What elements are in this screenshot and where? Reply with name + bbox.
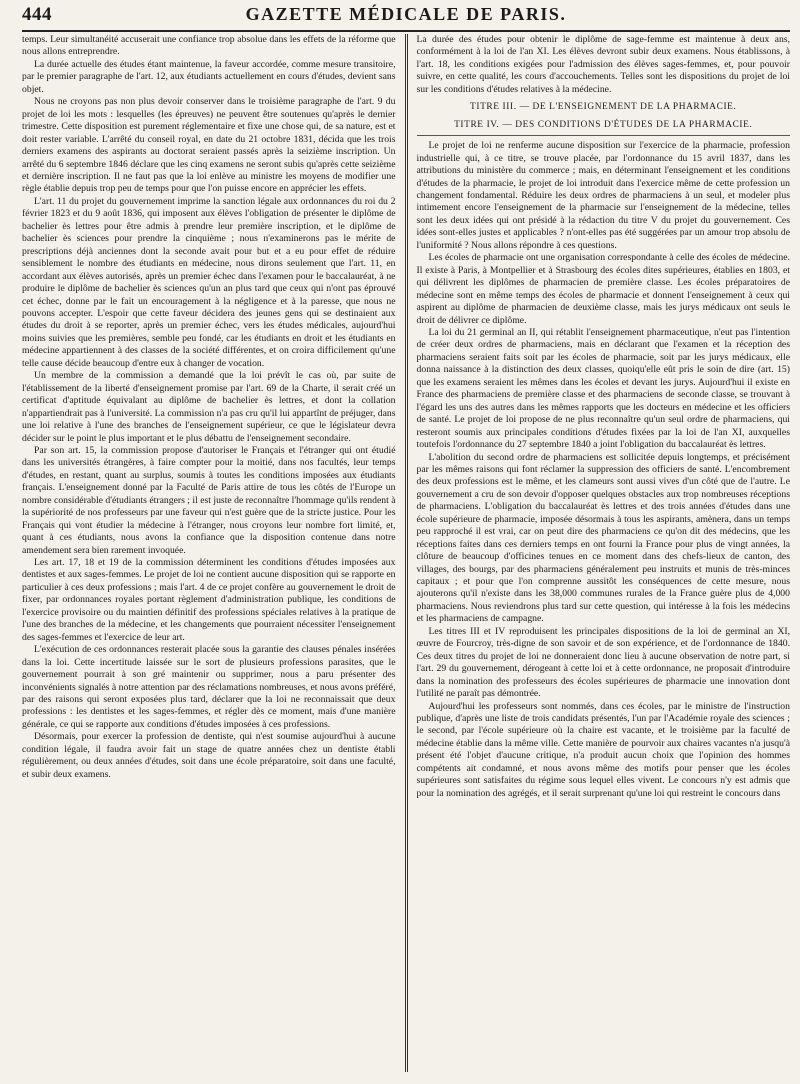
running-title: GAZETTE MÉDICALE DE PARIS.: [245, 4, 567, 24]
paragraph: temps. Leur simultanéité accuserait une confiance trop absolue dans les effets de la réforme que nous allons entreprendre.: [22, 34, 396, 58]
paragraph: Un membre de la commission a demandé que la loi prévît le cas où, par suite de l'établissement de la liberté d'enseignement promise par l'art. 69 de la Charte, il serait créé un certificat d'aptitude équivalant au diplôme de bachelier ès lettres, et dont la collation n'appartiendrait pas à l'université. La commission n'a pas cru qu'il lui appartînt de préjuger, dans une loi relative à l'une des branches de l'enseignement supérieur, ce que le législateur devra décider sur le point le plus important et le plus débattu de l'enseignement secondaire.: [22, 370, 396, 444]
page-header: [22, 4, 790, 32]
section-title-3: TITRE III. — DE L'ENSEIGNEMENT DE LA PHARMACIE.: [470, 102, 737, 113]
page-number: 444: [22, 4, 52, 25]
paragraph: Nous ne croyons pas non plus devoir conserver dans le troisième paragraphe de l'art. 9 du projet de loi les mots : lesquelles (les épreuves) ne peuvent être soutenues qu'après le dernier trimestre. Cette disposition est purement réglementaire et fixe une chose qui, de sa nature, est et doit rester variable. L'arrêté du conseil royal, en date du 21 octobre 1831, décida que les trois derniers examens des aspirants au doctorat seraient passés après la seizième inscription. Un arrêté du 6 septembre 1846 déclare que les cinq examens ne seront subis qu'après cette seizième et dernière inscription. Il ne faut pas que la loi enlève au ministre les moyens de modifier une règle établie depuis trop peu de temps pour que l'on puisse encore en apprécier les effets.: [22, 96, 396, 195]
two-column-body: [22, 34, 790, 1072]
section-title-4: TITRE IV. — DES CONDITIONS D'ÉTUDES DE LA PHARMACIE.: [417, 119, 791, 136]
right-column: [408, 34, 791, 1072]
paragraph: L'exécution de ces ordonnances resterait placée sous la garantie des clauses pénales insérées dans la loi. Cette incertitude laissée sur le sort de plusieurs professions parasites, que le gouvernement pourrait à son gré maintenir ou supprimer, nous a paru présenter des inconvénients signalés à notre attention par des réclamations nombreuses, et nous avons préféré, par des raisons qui seront exposées plus tard, déclarer que la loi ne reconnaissait que deux professions : les dentistes et les sages-femmes, et régler dès ce moment, mais d'une manière générale, ce qui se rapporte aux conditions d'études imposées à ces professions.: [22, 644, 396, 730]
left-column: [22, 34, 405, 1072]
paragraph: La durée des études pour obtenir le diplôme de sage-femme est maintenue à deux ans, conformément à la loi de l'an XI. Les élèves devront subir deux examens. Nous établissons, à l'art. 18, les conditions exigées pour l'admission des élèves sages-femmes, et, pour pouvoir suivre, en cette qualité, les cours d'accouchements. Telles sont les dispositions du projet de loi sur les conditions d'études relatives à la médecine.: [416, 34, 790, 95]
paragraph: L'abolition du second ordre de pharmaciens est sollicitée depuis longtemps, et précisément par les mêmes raisons qui font réclamer la suppression des officiers de santé. L'encombrement des deux professions est le même, et les clameurs sont aussi vives d'un côté que de l'autre. Le gouvernement a cru de son devoir d'opposer quelques obstacles aux trop nombreuses réceptions de pharmaciens. L'obligation du baccalauréat ès lettres et des trois années d'études dans une école supérieure de pharmacie, imposée désormais à tous les aspirants, amènera, dans un temps peu rapproché il est vrai, car on peut dire des pharmaciens ce qu'on dit des médecins, que les réceptions faites dans ces derniers temps en ont fourni la France pour plus de vingt années, la clôture de beaucoup d'officines tenues en ce moment dans des chefs-lieux de canton, des villages, des bourgs, par des pharmaciens généralement peu instruits et munis de très-minces capitaux ; et pour que l'on comprenne aussitôt les conséquences de cette mesure, nous ajouterons qu'il n'existe dans les 38,000 communes rurales de la France guère plus de 4,000 pharmaciens. Nous reviendrons plus tard sur cette question, qui intéresse à la fois les médecins et les pharmaciens de campagne.: [416, 451, 790, 625]
paragraph: Le projet de loi ne renferme aucune disposition sur l'exercice de la pharmacie, profession industrielle qui, à ce titre, se trouve placée, par l'ordonnance du 15 avril 1837, dans les attributions du ministère du commerce ; mais, en déterminant l'enseignement et les conditions d'études de la pharmacie, le projet de loi introduit dans l'exercice même de cette profession un changement fondamental. Réduire les deux ordres de pharmaciens à un seul, et modeler plus intimement encore l'enseignement de la pharmacie sur l'enseignement de la médecine, telles sont les deux idées qui ont présidé à la rédaction du titre V du projet du gouvernement. Ces idées sont-elles justes et applicables ? n'ont-elles pas été suggérées par un amour trop absolu de l'uniformité ? Nous allons répondre à ces questions.: [416, 140, 790, 251]
paragraph: Les art. 17, 18 et 19 de la commission déterminent les conditions d'études imposées aux dentistes et aux sages-femmes. Le projet de loi ne contient aucune disposition qui se rapporte en particulier à ces deux professions ; mais l'art. 4 de ce projet confère au gouvernement le droit de fixer, par ordonnances royales portant règlement d'administration publique, les conditions de l'exercice provisoire ou du maintien définitif des professions spéciales relatives à la pratique de l'une des branches de la médecine, et les changements que pourraient nécessiter l'enseignement des sages-femmes et l'exercice de leur art.: [22, 557, 396, 643]
paragraph: La durée actuelle des études étant maintenue, la faveur accordée, comme mesure transitoire, par le premier paragraphe de l'art. 12, aux étudiants actuellement en cours d'études, devient sans objet.: [22, 58, 396, 95]
paragraph: Par son art. 15, la commission propose d'autoriser le Français et l'étranger qui ont étudié dans les universités étrangères, à faire compter pour la moitié, dans nos facultés, leur temps d'études, en restant, quant au surplus, soumis à toutes les conditions imposées aux étudiants français. L'enseignement donné par la Faculté de Paris attire de tous les côtés de l'Europe un nombre considérable d'étudiants étrangers ; il est juste de reconnaître l'hommage qu'ils rendent à la supériorité de nos professeurs par une faveur qui n'est guère que de la stricte justice. Pour les Français qui vont étudier la médecine à l'étranger, nous croyons leur nombre fort limité, et, quant à ces étudiants, nous avons la confiance que la disposition contenue dans notre amendement sera bien rarement invoquée.: [22, 444, 396, 556]
paragraph: Les titres III et IV reproduisent les principales dispositions de la loi de germinal an XI, œuvre de Fourcroy, très-digne de son savoir et de son expérience, et de l'ordonnance de 1840. Ces deux titres du projet de loi ne donneraient donc lieu à aucune observation de notre part, si l'art. 29 du gouvernement, dérogeant à cette loi et à cette ordonnance, ne proposait d'introduire dans la nomination des professeurs des écoles supérieures de pharmacie une innovation dont l'utilité ne paraît pas démontrée.: [416, 625, 790, 700]
paragraph: Désormais, pour exercer la profession de dentiste, qui n'est soumise aujourd'hui à aucune condition légale, il faudra avoir fait un stage de quatre années chez un dentiste établi régulièrement, ou deux années d'études, soit dans une école préparatoire, soit dans une faculté, et subir deux examens.: [22, 731, 396, 780]
paragraph: Les écoles de pharmacie ont une organisation correspondante à celle des écoles de médecine. Il existe à Paris, à Montpellier et à Strasbourg des écoles dites supérieures, établies en 1803, et qui délivrent les diplômes de pharmacien de première classe. Les écoles préparatoires de médecine sont en même temps des écoles de pharmacie et donnent l'enseignement à ceux qui aspirent au diplôme de pharmacien de deuxième classe, mais les jurys médicaux ont seuls le droit de délivrer ce diplôme.: [416, 252, 790, 326]
paragraph: Aujourd'hui les professeurs sont nommés, dans ces écoles, par le ministre de l'instruction publique, d'après une liste de trois candidats présentés, l'un par l'Académie royale des sciences ; le second, par l'école supérieure où la chaire est vacante, et le troisième par la faculté de médecine établie dans la même ville. Cette manière de pourvoir aux chaires vacantes n'a jusqu'à présent été l'objet d'aucune critique, n'a produit aucun choix que l'opinion des hommes compétents ait condamné, et nous avons même des motifs pour penser que les écoles supérieures sont satisfaites du régime sous lequel elles vivent. Le concours n'y est admis que pour la nomination des agrégés, et il serait surprenant qu'une loi qui restreint le concours dans: [416, 700, 790, 799]
paragraph: L'art. 11 du projet du gouvernement imprime la sanction légale aux ordonnances du roi du 2 février 1823 et du 9 août 1836, qui imposent aux élèves l'obligation de présenter le diplôme de bachelier ès lettres pour être admis à prendre leur première inscription, et le diplôme de bachelier ès sciences pour prendre la cinquième ; nous n'examinerons pas le mérite de prescriptions déjà anciennes dont la seconde avait pour but et a eu pour effet de réduire sensiblement le nombre des étudiants en médecine, nous dirons seulement que l'art. 11, en accordant aux élèves autorisés, après un premier échec dans l'examen pour le baccalauréat, à ne produire le diplôme de bachelier ès sciences qu'un an plus tard que ceux qui n'ont pas éprouvé cet échec, donne par le fait un encouragement à la négligence et à la paresse, que nous ne pouvons accepter. L'espoir que cette faveur décidera des jeunes gens qui se destinaient aux études du droit à se reporter, après un premier échec, vers les études médicales, aujourd'hui moins suivies que les premières, semble peu fondé, car les étudiants en droit et les étudiants en médecine appartiennent à des classes de la société différentes, et on croira difficilement qu'une telle cause décide beaucoup d'entre eux à changer de vocation.: [22, 195, 396, 369]
paragraph: La loi du 21 germinal an II, qui rétablit l'enseignement pharmaceutique, n'eut pas l'intention de créer deux ordres de pharmaciens, mais en déclarant que l'examen et la réception des pharmaciens seraient faits soit par les écoles de pharmacie, soit par les jurys médicaux, elle donna naissance à la distinction des deux classes, quoiqu'elle eût pris le soin de dire (art. 15) que les examens seraient les mêmes dans les écoles et devant les jurys. Aujourd'hui il existe en France des pharmaciens de première classe et des pharmaciens de seconde classe, se trouvant à l'égard les uns des autres dans les mêmes rapports que les docteurs en médecine et les officiers de santé. Le projet de loi propose de ne plus reconnaître qu'un seul ordre de pharmaciens, qui resteront soumis aux principales conditions d'études fixées par la loi de l'an XI, auxquelles toutefois l'ordonnance du 27 septembre 1840 a joint l'obligation du baccalauréat ès lettres.: [416, 326, 790, 451]
